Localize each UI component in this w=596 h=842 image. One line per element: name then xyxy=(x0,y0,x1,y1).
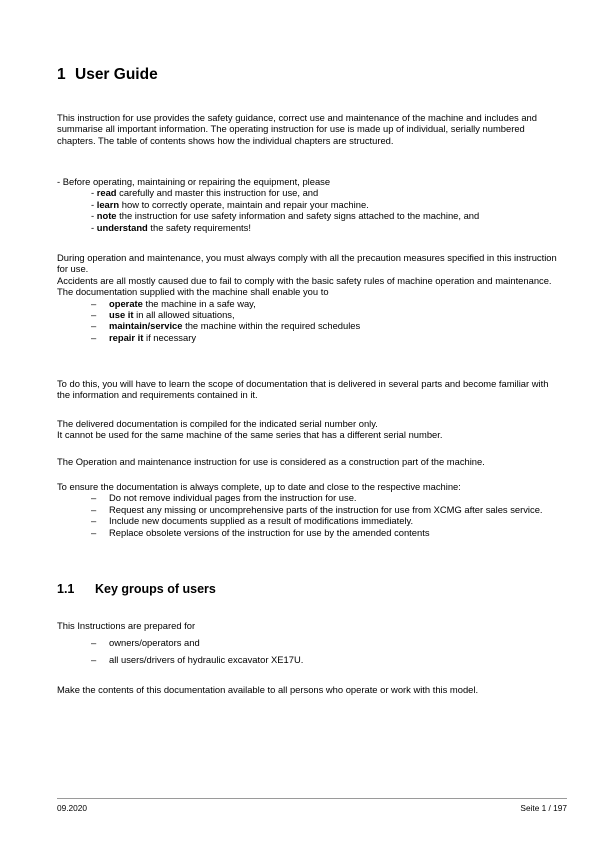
list-item: – operate the machine in a safe way, xyxy=(91,297,256,309)
list-item: – owners/operators and xyxy=(91,637,200,649)
todo-paragraph: To do this, you will have to learn the scope of documentation that is delivered in several parts and become familiar with the information and requirements contained in it. xyxy=(57,378,549,401)
ensure-block xyxy=(57,481,562,538)
footer-date: 09.2020 xyxy=(57,803,87,813)
chapter-number: 1 xyxy=(57,66,66,83)
prepared-block xyxy=(57,620,562,665)
during-line-3: The documentation supplied with the machine shall enable you to xyxy=(57,286,329,298)
list-item: – Replace obsolete versions of the instruction for use by the amended contents xyxy=(91,526,430,538)
delivered-line-2: It cannot be used for the same machine of the same series that has a different serial number. xyxy=(57,429,443,441)
intro-paragraph: This instruction for use provides the safety guidance, correct use and maintenance of the machine and includes and summarise all important information. The operating instruction for use is made up of individual, serially numbered chapters. The table of contents shows how the individual chapters are structured. xyxy=(57,112,537,146)
before-operating-block xyxy=(57,176,562,233)
list-item: - learn how to correctly operate, maintain and repair your machine. xyxy=(91,198,369,210)
delivered-block xyxy=(57,418,562,441)
during-line-2: Accidents are all mostly caused due to fail to comply with the basic safety rules of machine operation and maintenance. xyxy=(57,274,552,286)
ensure-lead: To ensure the documentation is always complete, up to date and close to the respective machine: xyxy=(57,481,461,492)
footer-divider xyxy=(57,798,567,799)
construction-part-paragraph: The Operation and maintenance instruction for use is considered as a construction part of the machine. xyxy=(57,456,485,467)
chapter-heading xyxy=(57,66,158,84)
delivered-line-1: The delivered documentation is compiled for the indicated serial number only. xyxy=(57,418,378,429)
list-item: - understand the safety requirements! xyxy=(91,221,251,233)
list-item: – Include new documents supplied as a result of modifications immediately. xyxy=(91,515,414,527)
section-title: Key groups of users xyxy=(95,582,216,596)
chapter-title: User Guide xyxy=(75,66,158,83)
before-lead: - Before operating, maintaining or repairing the equipment, please xyxy=(57,176,331,187)
during-line-1: During operation and maintenance, you must always comply with all the precaution measures specified in this instruction for use. xyxy=(57,252,557,275)
list-item: - read carefully and master this instruction for use, and xyxy=(91,187,319,199)
closing-paragraph: Make the contents of this documentation available to all persons who operate or work with this model. xyxy=(57,684,479,695)
prepared-lead: This Instructions are prepared for xyxy=(57,620,196,631)
list-item: – all users/drivers of hydraulic excavator XE17U. xyxy=(91,653,304,665)
list-item: – repair it if necessary xyxy=(91,331,197,343)
during-operation-block xyxy=(57,252,562,343)
list-item: – maintain/service the machine within the required schedules xyxy=(91,320,361,332)
list-item: – use it in all allowed situations, xyxy=(91,309,235,321)
section-number: 1.1 xyxy=(57,582,75,596)
footer-page-number: Seite 1 / 197 xyxy=(520,803,567,813)
list-item: – Do not remove individual pages from the instruction for use. xyxy=(91,492,357,504)
list-item: – Request any missing or uncomprehensive parts of the instruction for use from XCMG after sales service. xyxy=(91,503,543,515)
list-item: - note the instruction for use safety information and safety signs attached to the machine, and xyxy=(91,210,480,222)
section-heading xyxy=(57,582,216,596)
